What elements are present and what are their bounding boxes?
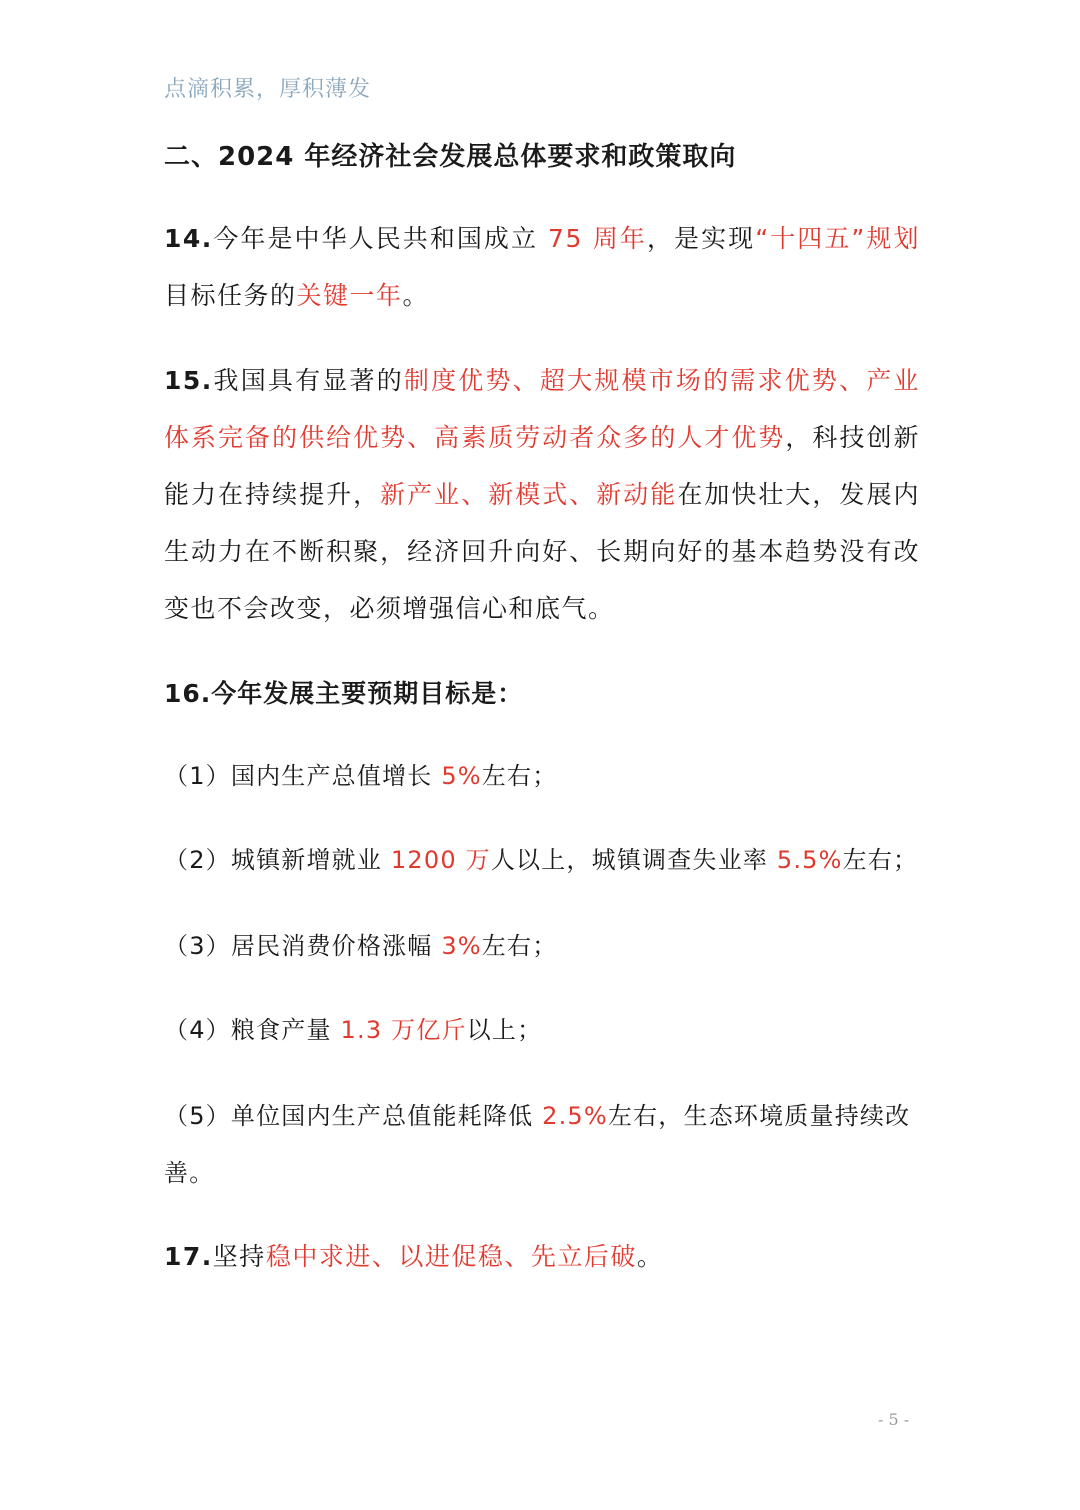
paragraph-text: ，科技创新能力在持续提升， [164, 423, 920, 509]
highlight-text: 关键一年 [296, 281, 403, 310]
paragraph-text: 。 [402, 281, 430, 310]
item-label: （3） [164, 932, 231, 960]
paragraph-number: 17. [164, 1242, 213, 1271]
paragraph-text: 坚持 [212, 1242, 266, 1271]
page-number: - 5 - [878, 1410, 910, 1429]
target-item [164, 832, 920, 889]
highlight-text: 5% [441, 762, 482, 790]
paragraph-text: 今年是中华人民共和国成立 [212, 224, 539, 253]
paragraph-text: ，是实现 [646, 224, 756, 253]
item-text: 人以上，城镇调查失业率 [490, 846, 777, 874]
item-text: 城镇新增就业 [230, 846, 391, 874]
paragraph-text: 我国具有显著的 [212, 366, 404, 395]
paragraph-17 [164, 1228, 920, 1285]
highlight-text: 75 周年 [538, 224, 647, 253]
target-item [164, 1088, 920, 1202]
item-label: （1） [164, 762, 231, 790]
item-text: 以上； [466, 1016, 543, 1044]
item-text: 国内生产总值增长 [230, 762, 442, 790]
item-label: （4） [164, 1016, 231, 1044]
header-motto: 点滴积累，厚积薄发 [164, 77, 372, 102]
highlight-text: 3% [441, 932, 482, 960]
item-text: 粮食产量 [230, 1016, 341, 1044]
highlight-text: 稳中求进、以进促稳、先立后破 [265, 1242, 637, 1271]
highlight-text: 新产业、新模式、新动能 [380, 480, 678, 509]
item-text: 左右； [842, 846, 919, 874]
paragraph-text: 在加快壮大，发展内生动力在不断积聚，经济回升向好、长期向好的基本趋势没有改变也不会改变，必须增强信心和底气。 [164, 480, 920, 623]
highlight-text: 5.5% [776, 846, 843, 874]
paragraph-16-title: 16.今年发展主要预期目标是： [164, 679, 524, 708]
paragraph-14 [164, 210, 920, 324]
item-text: 左右； [481, 762, 558, 790]
item-text: 居民消费价格涨幅 [230, 932, 442, 960]
item-text: 单位国内生产总值能耗降低 [230, 1102, 543, 1130]
item-label: （5） [164, 1102, 231, 1130]
paragraph-15 [164, 352, 920, 637]
highlight-text: 1.3 万亿斤 [340, 1016, 467, 1044]
item-text: 左右； [481, 932, 558, 960]
paragraph-text: 目标任务的 [164, 281, 297, 310]
section-title: 二、2024 年经济社会发展总体要求和政策取向 [164, 142, 737, 172]
item-text: 左右，生态环境质量持续改善。 [164, 1102, 911, 1187]
paragraph-number: 15. [164, 366, 213, 395]
highlight-text: 2.5% [542, 1102, 608, 1130]
paragraph-text: 。 [636, 1242, 664, 1271]
target-item [164, 1002, 920, 1059]
item-label: （2） [164, 846, 231, 874]
target-item [164, 918, 920, 975]
highlight-text: 1200 万 [390, 846, 491, 874]
paragraph-number: 14. [164, 224, 213, 253]
target-item [164, 748, 920, 805]
highlight-text: “十四五”规划 [755, 224, 920, 253]
highlight-text: 制度优势、超大规模市场的需求优势、产业体系完备的供给优势、高素质劳动者众多的人才优势 [164, 366, 920, 452]
